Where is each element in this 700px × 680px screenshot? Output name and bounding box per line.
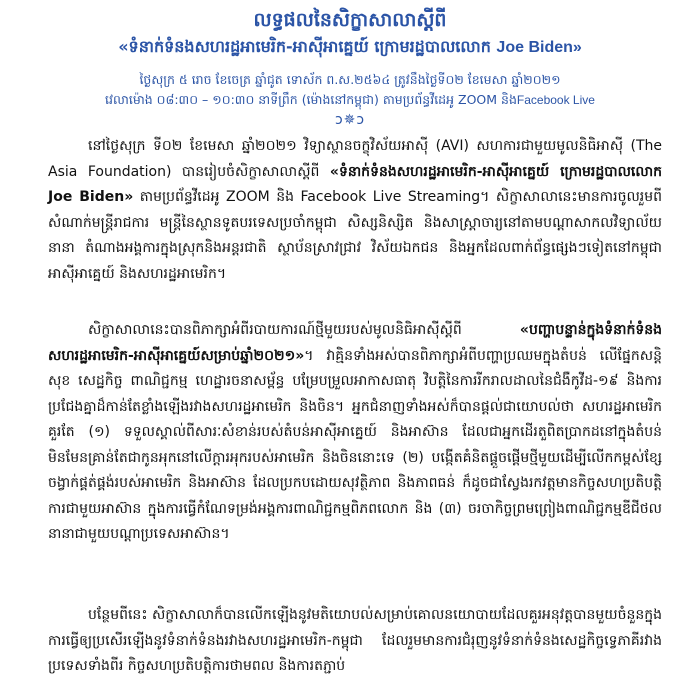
paragraph-3: បន្ថែមពីនេះ សិក្ខាសាលាក៏បានលើកឡើងនូវមតិយោបល់សម្រាប់គោលនយោបាយដែលគួរអនុវត្តបានមួយចំនួនក្នុងការធ្វើឲ្យប្រសើរឡើងនូវទំនាក់ទំនងរវាងសហរដ្ឋអាមេរិក-កម្ពុជា ដែលរួមមានការជំរុញនូវទំនាក់ទំនងសេដ្ឋកិច្ចទ្វេភាគីរវាងប្រទេសទាំងពីរ កិច្ចសហប្រតិបត្តិការថាមពល និងការតភ្ជាប់	[48, 607, 662, 674]
paragraph-1-workshop-title: «ទំនាក់ទំនងសហរដ្ឋអាមេរិក-អាស៊ីអាគ្នេយ៍ ក្រោមរដ្ឋបាលលោក Joe Biden»	[48, 163, 663, 205]
subtitle-khmer: «ទំនាក់ទំនងសហរដ្ឋអាមេរិក-អាស៊ីអាគ្នេយ៍ ក្រោមរដ្ឋបាលលោក	[118, 37, 491, 56]
paragraph-1-rest: តាមប្រព័ន្ធវីដេអូ ZOOM និង Facebook Live Streaming។ សិក្ខាសាលានេះមានការចូលរួមពីសំណាក់មន្ត្រីរាជការ មន្ត្រីនៃស្ថានទូតបរទេសប្រចាំកម្ពុជា សិស្សនិស្សិត និងសាស្ត្រាចារ្យនៅតាមបណ្តាសាកលវិទ្យាល័យនានា តំណាងអង្គការក្នុងស្រុកនិងអន្តរជាតិ ស្ថាប័នស្រាវជ្រាវ វិស័យឯកជន និងអ្នកដែលពាក់ព័ន្ធផ្សេងៗទៀតនៅកម្ពុជា អាស៊ីអាគ្នេយ៍ និងសហរដ្ឋអាមេរិក។	[48, 189, 662, 282]
ornament-divider: ↄ✵ↄ	[334, 112, 366, 128]
document-subtitle	[40, 36, 660, 60]
subtitle-name: Joe Biden»	[496, 39, 582, 56]
paragraph-1-intro: នៅថ្ងៃសុក្រ ទី០២ ខែមេសា ឆ្នាំ២០២១ វិទ្យាស្ថានចក្ខុវិស័យអាស៊ី (AVI) សហការជាមួយមូលនិធិអាស៊ី (The Asia Foundation) បានរៀបចំសិក្ខាសាលាស្តីពី	[48, 138, 662, 180]
time-line-platform: Facebook Live	[516, 93, 595, 107]
document-title: លទ្ធផលនៃសិក្ខាសាលាស្តីពី	[253, 9, 447, 31]
time-line	[40, 92, 660, 111]
date-line: ថ្ងៃសុក្រ ៥ រោច ខែចេត្រ ឆ្នាំជូត ទោស័ក ព.ស.២៥៦៤ ត្រូវនឹងថ្ងៃទី០២ ខែមេសា ឆ្នាំ២០២១	[139, 72, 561, 87]
paragraph-2	[48, 318, 662, 548]
time-line-text: វេលាម៉ោង ០៨:៣០ – ១០:៣០ នាទីព្រឹក (ម៉ោងនៅកម្ពុជា) តាមប្រព័ន្ធវីដេអូ ZOOM និង	[105, 92, 517, 107]
paragraph-2-intro: សិក្ខាសាលានេះបានពិភាក្សាអំពីរបាយការណ៍ថ្មីមួយរបស់មូលនិធិអាស៊ីស្តីពី	[88, 322, 462, 338]
paragraph-2-report-title: «បញ្ហាបន្ទាន់ក្នុងទំនាក់ទំនងសហរដ្ឋអាមេរិក-អាស៊ីអាគ្នេយ៍សម្រាប់ឆ្នាំ២០២១»	[48, 322, 662, 364]
paragraph-2-rest: ។ វាគ្មិនទាំងអស់បានពិភាក្សាអំពីបញ្ហាប្រឈមក្នុងតំបន់ លើផ្នែកសន្តិសុខ សេដ្ឋកិច្ច ពាណិជ្ជកម្ម ហេដ្ឋារចនាសម្ព័ន្ធ បម្រែបម្រួលអាកាសធាតុ វិបត្តិនៃការរីករាលដាលនៃជំងឺកូវីដ-១៩ និងការប្រជែងគ្នាដ៏កាន់តែខ្លាំងឡើងរវាងសហរដ្ឋអាមេរិក និងចិន។ អ្នកជំនាញទាំងអស់ក៏បានផ្តល់ជាយោបល់ថា សហរដ្ឋអាមេរិកគួរតែ (១) ទទួលស្គាល់ពីសារៈសំខាន់របស់តំបន់អាស៊ីអាគ្នេយ៍ និងអាស៊ាន ដែលជាអ្នកដើរតួពិតប្រាកដនៅក្នុងតំបន់ មិនមែនគ្រាន់តែជាកូនអុកនៅលើក្តារអុករបស់អាមេរិក និងចិននោះទេ (២) បង្កើតគំនិតផ្តួចផ្តើមថ្មីមួយដើម្បីលើកកម្ពស់ខ្សែចង្វាក់ផ្គត់ផ្គង់របស់អាមេរិក និងអាស៊ាន ដែលប្រកបដោយសុវត្ថិភាព និងភាពធន់ ក៏ដូចជាស្វែងរកវត្តមានកិច្ចសហប្រតិបត្តិការជាមួយអាស៊ាន ក្នុងការធ្វើកំណែទម្រង់អង្គការពាណិជ្ជកម្មពិភពលោក និង (៣) ចរចាកិច្ចព្រមព្រៀងពាណិជ្ជកម្មឌីជីថលនានាជាមួយបណ្តាប្រទេសអាស៊ាន។	[48, 347, 662, 542]
paragraph-1	[48, 134, 662, 287]
